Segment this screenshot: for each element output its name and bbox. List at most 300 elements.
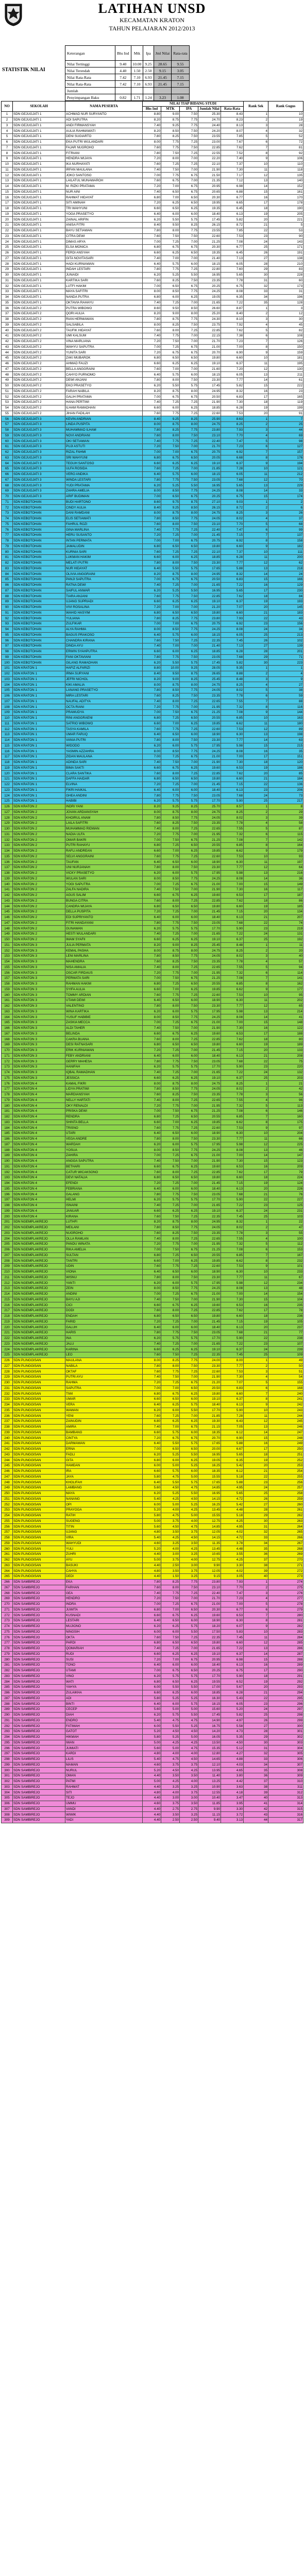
average-score: 4.02 [221,1530,244,1535]
table-row [2,710,303,716]
student-name: FARID [65,1319,143,1325]
total-score: 18.90 [198,1618,221,1624]
table-row [2,1818,303,1823]
school-name: SDN NGEMPLAKREJO [13,1286,65,1292]
row-number: 125 [2,799,13,804]
score-mtk: 6.75 [161,1164,180,1170]
table-row [2,859,303,865]
table-row [2,1186,303,1192]
rank-cluster: 118 [268,167,303,173]
table-row [2,715,303,721]
rank-cluster: 233 [268,1269,303,1275]
school-name: SDN KRATON 3 [13,970,65,976]
student-name: BASUKI [65,1563,143,1568]
school-name: SDN KEBOTOHAN [13,588,65,594]
score-ind: 8.00 [143,626,161,632]
score-ipa: 5.50 [180,1490,198,1496]
score-ipa: 7.75 [180,316,198,322]
average-score: 6.53 [221,1031,244,1037]
rank-cluster: 311 [268,1784,303,1790]
school-name: SDN KRATON 4 [13,1186,65,1192]
average-score: 4.48 [221,1546,244,1552]
score-ipa: 6.50 [180,610,198,616]
rank-cluster: 79 [268,1170,303,1175]
rank-cluster: 188 [268,1031,303,1037]
score-mtk: 7.00 [161,643,180,649]
average-score: 8.08 [221,1147,244,1153]
score-ind: 5.60 [143,1707,161,1713]
rank-school: 25 [244,1214,268,1219]
student-name: PANDU WINATA [65,1242,143,1247]
score-mtk: 6.00 [161,1629,180,1635]
rank-cluster: 153 [268,1247,303,1252]
score-mtk: 7.25 [161,161,180,167]
school-name: SDN KRATON 4 [13,1131,65,1137]
row-number: 106 [2,693,13,699]
rank-school: 18 [244,759,268,765]
student-name: YULIANA [65,616,143,621]
average-score: 7.77 [221,1136,244,1142]
table-row [2,505,303,511]
student-name: BAGUS PRAKOSO [65,632,143,638]
score-mtk: 6.00 [161,1458,180,1463]
total-score: 19.85 [198,848,221,854]
row-number: 217 [2,1308,13,1314]
student-name: QORI AULIA [65,311,143,317]
student-name: AMIRA [65,1424,143,1430]
score-ind: 5.00 [143,1557,161,1563]
total-score: 12.05 [198,1530,221,1535]
score-ind: 7.60 [143,1369,161,1375]
student-name: CATUR WICAKSONO [65,1170,143,1175]
school-name: SDN NGEMPLAKREJO [13,1319,65,1325]
table-row [2,793,303,799]
score-ind: 5.80 [143,1513,161,1518]
row-number: 199 [2,1208,13,1214]
score-ipa: 7.75 [180,954,198,959]
rank-cluster: 140 [268,178,303,184]
student-name: JAMALUDIN [65,544,143,549]
score-mtk: 7.00 [161,1258,180,1264]
rank-school: 5 [244,1103,268,1109]
row-number: 201 [2,1219,13,1225]
stat-value: 7.10 [131,81,143,88]
student-name: YANTI [65,1280,143,1286]
rank-school: 14 [244,1651,268,1657]
total-score: 23.30 [198,1363,221,1369]
school-name: SDN KRATON 4 [13,1158,65,1164]
table-row [2,1070,303,1075]
total-score: 21.45 [198,909,221,915]
rank-cluster: 3 [268,306,303,311]
rank-school: 12 [244,726,268,732]
score-mtk: 7.00 [161,366,180,372]
stat-row-label: Nilai Rata-Rata [65,81,115,88]
rank-cluster: 128 [268,300,303,306]
rank-school: 40 [244,1574,268,1580]
total-score: 18.90 [198,732,221,738]
rank-school: 12 [244,366,268,372]
score-ipa: 7.25 [180,638,198,643]
score-mtk: 6.75 [161,577,180,583]
average-score: 7.77 [221,865,244,871]
total-score: 20.75 [198,538,221,544]
score-ind: 6.60 [143,1397,161,1402]
rank-school: 6 [244,444,268,450]
table-row [2,909,303,915]
row-number: 261 [2,1552,13,1557]
table-row [2,488,303,494]
row-number: 254 [2,1513,13,1518]
row-number: 164 [2,1014,13,1020]
average-score: 6.30 [221,1269,244,1275]
score-ipa: 6.00 [180,1325,198,1330]
rank-school: 22 [244,1335,268,1341]
total-score: 27.10 [198,499,221,505]
score-ind: 7.40 [143,1202,161,1208]
rank-cluster: 117 [268,887,303,893]
average-score: 7.47 [221,438,244,444]
row-number: 155 [2,964,13,970]
rank-school: 16 [244,1025,268,1031]
row-number: 209 [2,1264,13,1269]
student-name: PUJI ASTUTI [65,444,143,450]
score-ind: 7.60 [143,1635,161,1640]
row-number: 112 [2,726,13,732]
score-mtk: 5.75 [161,926,180,931]
rank-school: 5 [244,1242,268,1247]
average-score: 7.68 [221,477,244,483]
rank-cluster: 227 [268,1197,303,1203]
score-ipa: 7.75 [180,626,198,632]
score-ind: 7.80 [143,1192,161,1197]
row-number: 141 [2,887,13,893]
rank-cluster: 171 [268,245,303,250]
score-ind: 6.80 [143,1042,161,1048]
score-mtk: 7.00 [161,1385,180,1391]
header-average: Rata-Rata [221,107,244,112]
score-ind: 7.00 [143,239,161,245]
average-score: 6.37 [221,1347,244,1352]
rank-cluster: 87 [268,826,303,832]
row-number: 182 [2,1114,13,1120]
rank-school: 20 [244,1325,268,1330]
rank-school: 22 [244,228,268,233]
score-mtk: 7.75 [161,1192,180,1197]
rank-cluster: 39 [268,815,303,821]
rank-cluster: 168 [268,1385,303,1391]
school-name: SDN GEJUGJATI 1 [13,228,65,233]
average-score: 7.93 [221,427,244,433]
row-number: 71 [2,499,13,505]
row-number: 286 [2,1690,13,1696]
total-score: 25.90 [198,416,221,422]
school-name: SDN KEBOTOHAN [13,544,65,549]
student-name: NAUFAL ADITYA [65,699,143,704]
rank-school: 21 [244,1053,268,1059]
table-row [2,139,303,145]
average-score: 8.87 [221,306,244,311]
score-mtk: 6.00 [161,211,180,217]
school-name: SDN GEJUGJATI 1 [13,173,65,178]
score-mtk: 7.50 [161,1025,180,1031]
row-number: 6 [2,139,13,145]
average-score: 5.98 [221,1280,244,1286]
school-name: SDN KRATON 4 [13,1142,65,1147]
table-row [2,1657,303,1663]
school-name: SDN KEBOTOHAN [13,571,65,577]
rank-school: 11 [244,167,268,173]
score-ind: 7.20 [143,1380,161,1385]
rank-cluster: 102 [268,638,303,643]
score-ind: 6.20 [143,870,161,876]
rank-cluster: 173 [268,283,303,289]
total-score: 23.30 [198,560,221,566]
total-score: 24.05 [198,954,221,959]
score-ind: 5.00 [143,1778,161,1784]
score-ind: 7.60 [143,366,161,372]
score-mtk: 7.75 [161,920,180,926]
student-name: ERNA [65,1446,143,1452]
stat-value: 1.50 [131,67,143,74]
average-score: 7.30 [221,1375,244,1380]
school-name: SDN GEJUGJATI 1 [13,283,65,289]
table-row [2,693,303,699]
score-ind: 6.60 [143,1031,161,1037]
score-mtk: 8.75 [161,117,180,123]
score-ipa: 7.00 [180,1047,198,1053]
total-score: 21.00 [198,344,221,350]
table-row [2,494,303,499]
student-name: OCTA RIANI [65,704,143,710]
rank-school: 13 [244,483,268,488]
stat-value: 21.45 [154,74,172,81]
school-name: SDN SAMBIREJO [13,1740,65,1745]
score-mtk: 7.00 [161,721,180,726]
rank-cluster: 167 [268,1252,303,1258]
score-ipa: 4.75 [180,1485,198,1491]
score-ipa: 7.00 [180,533,198,538]
rank-cluster: 278 [268,1601,303,1607]
student-name: UTARI [65,1131,143,1137]
average-score: 8.08 [221,1286,244,1292]
total-score: 19.80 [198,1175,221,1181]
average-score: 7.78 [221,693,244,699]
rank-school: 20 [244,1463,268,1469]
score-mtk: 6.25 [161,599,180,605]
score-ipa: 7.00 [180,167,198,173]
table-row [2,1513,303,1518]
row-number: 271 [2,1607,13,1613]
student-name: WIWIK [65,1812,143,1818]
student-name: DINDA AYU [65,643,143,649]
school-name: SDN KRATON 4 [13,1125,65,1131]
row-number: 16 [2,195,13,200]
rank-school: 32 [244,1751,268,1757]
rank-cluster: 42 [268,1087,303,1092]
score-mtk: 6.50 [161,1175,180,1181]
school-name: SDN KRATON 1 [13,743,65,749]
row-number: 22 [2,228,13,233]
student-name: ZAHIRA [65,1153,143,1159]
table-row [2,538,303,544]
score-ind: 6.20 [143,1623,161,1629]
average-score: 5.98 [221,1009,244,1014]
stat-value: 28.65 [154,61,172,67]
total-score: 19.10 [198,1397,221,1402]
score-mtk: 7.00 [161,256,180,261]
score-ipa: 8.25 [180,676,198,682]
score-ind: 5.40 [143,1535,161,1540]
score-ind: 7.60 [143,433,161,438]
score-ind: 4.40 [143,1795,161,1801]
total-score: 22.85 [198,1308,221,1314]
score-ipa: 7.50 [180,1092,198,1097]
score-ind: 7.40 [143,400,161,405]
school-name: SDN NGEMPLAKREJO [13,1335,65,1341]
school-name: SDN KRATON 2 [13,870,65,876]
table-row [2,112,303,117]
rank-cluster: 175 [268,1120,303,1125]
score-ind: 6.80 [143,1391,161,1397]
score-ipa: 6.25 [180,721,198,726]
score-mtk: 8.00 [161,865,180,871]
row-number: 122 [2,782,13,787]
rank-school: 4 [244,128,268,134]
total-score: 23.05 [198,793,221,799]
score-mtk: 5.25 [161,1452,180,1458]
score-mtk: 4.00 [161,1507,180,1513]
score-ipa: 4.50 [180,1496,198,1502]
score-mtk: 5.50 [161,566,180,571]
school-name: SDN KRATON 4 [13,1192,65,1197]
student-name: WIDODO [65,743,143,749]
student-name: EDI SUPRIYANTO [65,914,143,920]
school-name: SDN SAMBIREJO [13,1657,65,1663]
total-score: 21.70 [198,444,221,450]
row-number: 257 [2,1530,13,1535]
total-score: 19.80 [198,1042,221,1048]
student-name: JUNAIDI [65,272,143,278]
table-row [2,914,303,920]
average-score: 6.75 [221,1668,244,1673]
average-score: 6.83 [221,577,244,583]
student-name: UDIN [65,1264,143,1269]
score-mtk: 4.75 [161,1474,180,1480]
row-number: 89 [2,599,13,605]
score-ipa: 3.00 [180,1795,198,1801]
rank-cluster: 254 [268,1468,303,1474]
student-name: TEGUH SANTOSO [65,461,143,466]
student-name: ZAHRA AMELIA [65,488,143,494]
rank-school: 5 [244,964,268,970]
average-score: 5.35 [221,1734,244,1740]
stat-row [65,94,190,101]
total-score: 19.35 [198,206,221,211]
average-score: 6.60 [221,1042,244,1048]
score-mtk: 8.00 [161,771,180,776]
rank-cluster: 230 [268,588,303,594]
school-name: SDN KRATON 3 [13,1014,65,1020]
school-name: SDN GEJUGJATI 3 [13,449,65,455]
row-number: 19 [2,211,13,217]
school-name: SDN KRATON 1 [13,759,65,765]
rank-school: 3 [244,815,268,821]
total-score: 18.35 [198,1468,221,1474]
average-score: 6.60 [221,1391,244,1397]
score-mtk: 7.25 [161,582,180,588]
school-name: SDN GEJUGJATI 1 [13,294,65,300]
student-name: BUDI HARTONO [65,499,143,505]
score-ind: 8.20 [143,117,161,123]
score-ind: 7.00 [143,1109,161,1114]
total-score: 20.25 [198,283,221,289]
rank-school: 19 [244,1458,268,1463]
school-name: SDN KRATON 2 [13,809,65,815]
average-score: 7.93 [221,616,244,621]
rank-school: 23 [244,787,268,793]
school-name: SDN PLINGGISAN [13,1458,65,1463]
rank-cluster: 179 [268,848,303,854]
total-score: 22.35 [198,1214,221,1219]
student-name: INA [65,1335,143,1341]
row-number: 105 [2,688,13,693]
score-ind: 7.80 [143,815,161,821]
score-mtk: 7.75 [161,654,180,660]
score-ind: 8.00 [143,488,161,494]
score-ind: 7.20 [143,1180,161,1186]
score-mtk: 8.50 [161,488,180,494]
total-score: 23.35 [198,1092,221,1097]
score-mtk: 7.25 [161,1601,180,1607]
row-number: 173 [2,1064,13,1070]
table-row [2,970,303,976]
school-name: SDN SAMBIREJO [13,1773,65,1779]
school-name: SDN PLINGGISAN [13,1557,65,1563]
total-score: 21.00 [198,1153,221,1159]
average-score: 7.92 [221,322,244,328]
score-ind: 7.00 [143,837,161,843]
row-number: 169 [2,1042,13,1048]
row-number: 14 [2,183,13,189]
score-mtk: 7.75 [161,1264,180,1269]
score-mtk: 7.75 [161,704,180,710]
rank-cluster: 255 [268,1474,303,1480]
score-mtk: 7.75 [161,411,180,416]
school-name: SDN GEJUGJATI 1 [13,123,65,128]
rank-school: 14 [244,378,268,383]
student-name: KUSNADI [65,1613,143,1618]
score-ipa: 7.75 [180,616,198,621]
table-row [2,1009,303,1014]
average-score: 7.15 [221,533,244,538]
school-name: SDN PLINGGISAN [13,1480,65,1485]
student-name: WULAN SARI [65,876,143,882]
rank-cluster: 104 [268,1297,303,1302]
score-ipa: 6.50 [180,455,198,461]
row-number: 95 [2,632,13,638]
score-ipa: 2.50 [180,1818,198,1823]
table-row [2,294,303,300]
score-ind: 7.80 [143,1003,161,1009]
row-number: 178 [2,1092,13,1097]
score-mtk: 6.00 [161,649,180,654]
table-row [2,361,303,366]
score-ipa: 3.25 [180,1812,198,1818]
score-mtk: 8.25 [161,1092,180,1097]
row-number: 79 [2,544,13,549]
score-ind: 6.80 [143,1114,161,1120]
